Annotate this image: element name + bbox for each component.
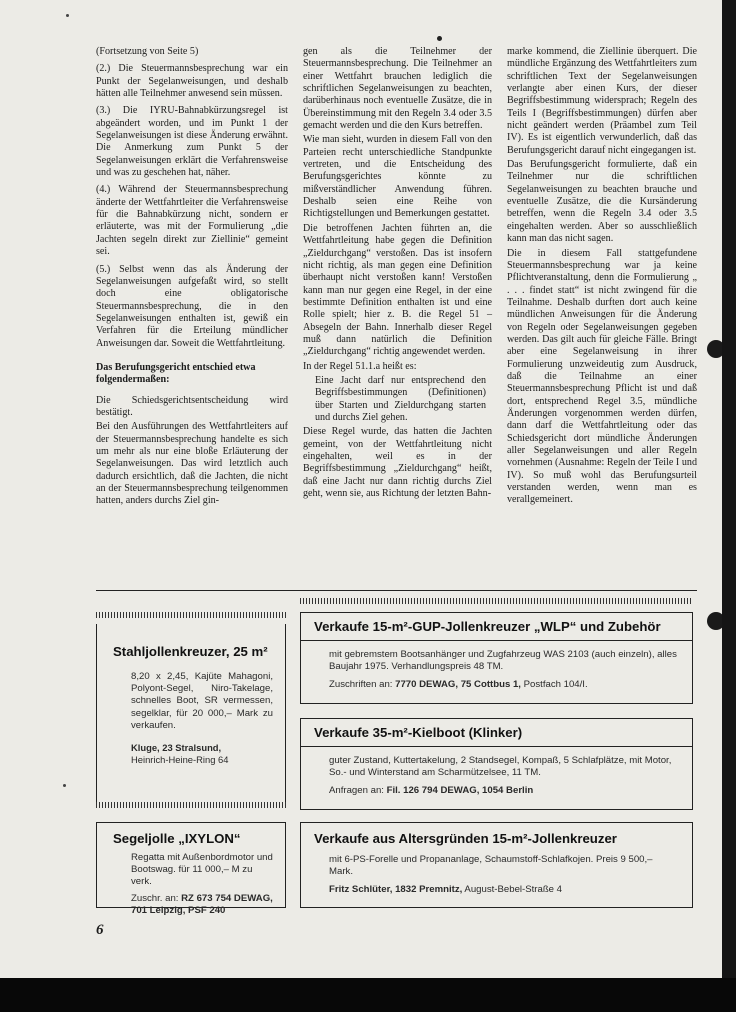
divider (301, 640, 692, 641)
paragraph: In der Regel 51.1.a heißt es: (303, 360, 417, 372)
ad-body: 8,20 x 2,45, Kajüte Mahagoni, Polyont-Segel, Niro-Takelage, schnelles Boot, SR vermessen, segelklar, für 20 000,– Mark zu verkaufen. (131, 671, 273, 731)
scan-speck (63, 784, 66, 787)
ad-contact: RZ 673 754 DEWAG, 701 Leipzig, PSF 240 (131, 892, 273, 916)
section-heading: Das Berufungsgericht entschied etwa folgendermaßen: (96, 361, 256, 386)
paragraph: Das Berufungsgericht formulierte, daß ein Teilnehmer nur die schriftlichen Segelanweisungen zu beachten brauche und eventuelle Zusätze, die die Kursänderung betreffen, wenn die Regeln 3.4 oder 3.5 eingehalten werden. Aber so ausschließlich kann man das nicht sagen. (507, 159, 697, 245)
classified-ad-ixylon (96, 822, 286, 916)
ad-title: Verkaufe 15-m²-GUP-Jollenkreuzer „WLP“ und Zubehör (314, 619, 661, 634)
ad-contact: Heinrich-Heine-Ring 64 (131, 754, 229, 766)
ad-body: Regatta mit Außenbordmotor und Bootswag. für 11 000,– M zu verk. (131, 852, 273, 888)
text-column-1 (96, 46, 288, 510)
ad-title: Verkaufe 35-m²-Kielboot (Klinker) (314, 725, 523, 740)
paragraph: (3.) Die IYRU-Bahnabkürzungsregel ist abgeändert worden, und im Punkt 1 der Segelanweisungen ist diese Änderung erwähnt. Die Anmerkung zum Punkt 5 der Segelanweisungen erklärt die Verfahrensweise und was zu geschehen hat, näher. (96, 105, 288, 179)
ad-contact-label: Zuschriften an: (329, 679, 396, 691)
paragraph: Wie man sieht, wurden in diesem Fall von den Parteien recht unterschiedliche Standpunkte vertreten, und die Entscheidung des Berufungsgerichtes könnte zu mißverständlicher Anwendung führen. Deshalb seien eine Reihe von Richtigstellungen und Bemerkungen gestattet. (303, 134, 492, 220)
paragraph: Die in diesem Fall stattgefundene Steuermannsbesprechung war ja keine Pflichtveranstaltung, denn die Formulierung „ . . . findet statt“ ist nicht zwingend für die Teilnahme. Deshalb durften dort auch keine mündlichen Anweisungen für die Änderung von Regeln oder Segelanweisungen gegeben werden. Das gilt auch für gleiche Fälle. Bringt aber eine Segelanweisung in ihrer Formulierung unzweideutig zum Ausdruck, daß die Teilnahme an einer Steuermannsbesprechung Pflicht ist und daß dort, entsprechend Regel 3.5, mündliche Änderungen vorgenommen werden dürfen, dann darf die Wettfahrtleitung oder das Schiedsgericht dort mündliche Änderungen aller Segelanweisungen und aller Regeln vornehmen (Ausnahme: Regeln der Teile I und IV). So muß wohl das Berufungsurteil verstanden werden, wenn man es verallgemeinert. (507, 247, 697, 506)
ad-contact: Fritz Schlüter, 1832 Premnitz, (329, 884, 463, 896)
ad-title: Segeljolle „IXYLON“ (113, 831, 241, 846)
text-column-2 (303, 46, 492, 502)
ad-contact: Fil. 126 794 DEWAG, 1054 Berlin (386, 785, 534, 797)
ad-title: Verkaufe aus Altersgründen 15-m²-Jollenkreuzer (314, 831, 617, 846)
ad-body: mit gebremstem Bootsanhänger und Zugfahrzeug WAS 2103 (auch einzeln), alles Baujahr 1975. Verhandlungspreis 48 TM. (329, 649, 677, 673)
paragraph: Die betroffenen Jachten führten an, die Wettfahrtleitung habe gegen die Definition „Zieldurchgang“ verstoßen. Das ist insofern nicht richtig, als man gegen eine Definition überhaupt nicht verstoßen kann! Verstoßen kann man nur gegen eine Regel, in der eine bestimmte Definition enthalten ist und eine Rolle spielt; hier z. B. die Regel 51 – Absegeln der Bahn. Innerhalb dieser Regel muß dann natürlich die Definition „Zieldurchgang“ richtig angewendet werden. (303, 222, 492, 358)
article-end-rule (96, 590, 697, 591)
hatch-border (300, 598, 693, 604)
paragraph: marke kommend, die Ziellinie überquert. Die mündliche Ergänzung des Wettfahrtleiters zum schriftlichen Text der Segelanweisungen verlangte aber einen Kurs, der dieser Begriffsbestimmung widersprach; Regeln des Teils I (Begriffsbestimmungen) dürfen aber nicht geändert werden (Präambel zum Teil IV). Es ist eigentlich verwunderlich, daß das Berufungsgericht darauf nicht eingegangen ist. (507, 46, 697, 156)
classified-ad-gup-jollenkreuzer (300, 612, 693, 704)
ad-contact-label: Zuschr. an: (131, 892, 182, 904)
paragraph: gen als die Teilnehmer der Steuermannsbesprechung. Die Teilnehmer an einer Wettfahrt brauchen lediglich die schriftlichen Segelanweisungen zu beachten, darüberhinaus noch eventuelle Zusätze, die in Übereinstimmung mit den Regeln 3.4 oder 3.5 gemacht werden und die den Kurs betreffen. (303, 46, 492, 132)
ad-contact: 7770 DEWAG, 75 Cottbus 1, (395, 679, 521, 691)
ad-contact-label: Anfragen an: (329, 785, 387, 797)
paragraph: (2.) Die Steuermannsbesprechung war ein Punkt der Segelanweisungen, und deshalb hätten alle Teilnehmer anwesend sein müssen. (96, 63, 288, 100)
ad-contact: Kluge, 23 Stralsund, (131, 742, 222, 754)
hatch-border (96, 612, 286, 618)
text-column-3 (507, 46, 697, 509)
ad-contact-suffix: August-Bebel-Straße 4 (462, 884, 563, 896)
paragraph: Bei den Ausführungen des Wettfahrtleiters auf der Steuermannsbesprechung handelte es sich um mehr als nur eine bloße Erläuterung der Segelanweisungen. Das wird letztlich auch dadurch ersichtlich, daß die Jachten, die nicht an der Steuermannsbesprechung teilgenommen hatten, anders durchs Ziel gin- (96, 421, 288, 507)
page-number: 6 (96, 922, 104, 938)
scan-edge (0, 978, 736, 1012)
paragraph: (4.) Während der Steuermannsbesprechung änderte der Wettfahrtleiter die Verfahrensweise für die Bahnabkürzung nicht, sondern er erläuterte, was mit der Formulierung „die Jachten segeln direkt zur Ziellinie“ gemeint sei. (96, 184, 288, 258)
hatch-border (96, 802, 286, 808)
classified-ad-kielboot (300, 718, 693, 810)
divider (301, 746, 692, 747)
ad-title: Stahljollenkreuzer, 25 m² (113, 644, 268, 659)
continuation-note: (Fortsetzung von Seite 5) (96, 46, 199, 57)
classified-ad-altersgruende (300, 822, 693, 908)
scan-speck (66, 14, 69, 17)
classified-ad-stahljollenkreuzer (96, 624, 286, 802)
paragraph: Die Schiedsgerichtsentscheidung wird bestätigt. (96, 394, 288, 418)
ad-contact-suffix: Postfach 104/I. (520, 679, 588, 691)
ad-body: guter Zustand, Kuttertakelung, 2 Standsegel, Kompaß, 5 Schlafplätze, mit Motor, So.- und Winterstand am Scharmützelsee, 11 TM. (329, 755, 672, 779)
paragraph: Diese Regel wurde, das hatten die Jachten gemeint, von der Wettfahrtleitung nicht eingehalten, weil es in der Begriffsbestimmung „Zieldurchgang“ heißt, daß eine Jacht nur dann richtig durchs Ziel geht, wenn sie, aus Richtung der letzten Bahn- (303, 426, 492, 500)
ad-body: mit 6-PS-Forelle und Propananlage, Schaumstoff-Schlafkojen. Preis 9 500,– Mark. (329, 854, 653, 878)
rule-quote: Eine Jacht darf nur entsprechend den Begriffsbestimmungen (Definitionen) über Starten und Zieldurchgang starten und durchs Ziel gehen. (315, 374, 486, 423)
scan-speck (437, 36, 442, 41)
paragraph: (5.) Selbst wenn das als Änderung der Segelanweisungen aufgefaßt wird, so stellt doch eine obligatorische Steuermannsbesprechung, die in den Segelanweisungen enthalten ist, gewiß ein Verfahren für die Erteilung mündlicher Anweisungen dar. Soweit die Wettfahrtleitung. (96, 263, 288, 349)
scan-edge (722, 0, 736, 1012)
